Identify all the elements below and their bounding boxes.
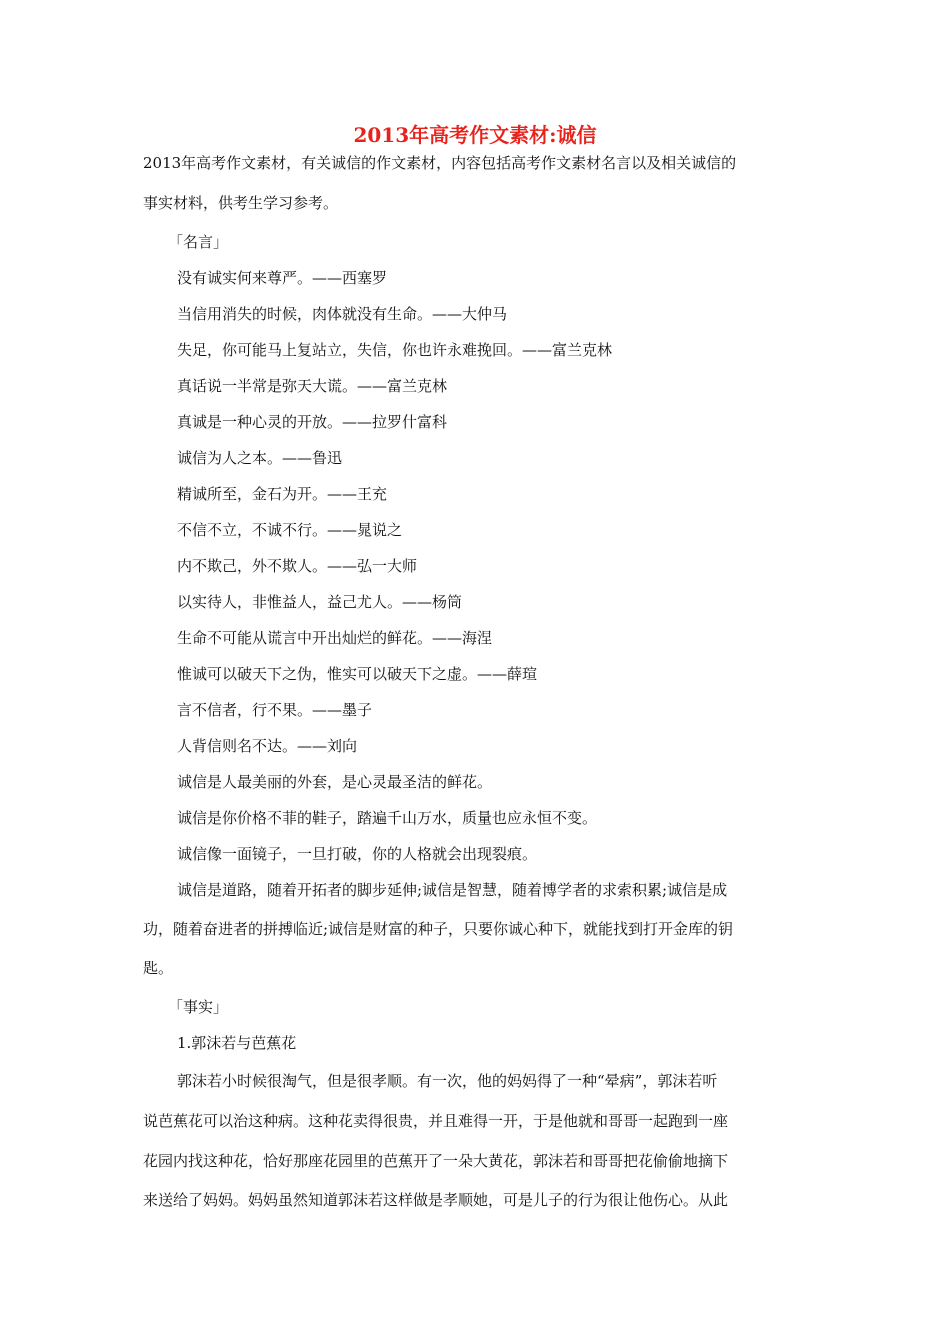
quote-item: 诚信是你价格不菲的鞋子，踏遍千山万水，质量也应永恒不变。 — [177, 809, 598, 827]
quote-item: 诚信是人最美丽的外套，是心灵最圣洁的鲜花。 — [177, 773, 493, 791]
facts-heading: 「事实」 — [168, 998, 229, 1016]
quote-item: 诚信像一面镜子，一旦打破，你的人格就会出现裂痕。 — [177, 845, 538, 863]
quote-item: 生命不可能从谎言中开出灿烂的鲜花。——海涅 — [177, 629, 493, 647]
quote-item: 当信用消失的时候，肉体就没有生命。——大仲马 — [177, 305, 508, 323]
quote-item: 精诚所至，金石为开。——王充 — [177, 485, 388, 503]
fact-1-title: 1.郭沫若与芭蕉花 — [177, 1034, 297, 1052]
quote-item: 内不欺己，外不欺人。——弘一大师 — [177, 557, 418, 575]
quote-item: 真诚是一种心灵的开放。——拉罗什富科 — [177, 413, 448, 431]
quote-item: 人背信则名不达。——刘向 — [177, 737, 358, 755]
quotes-heading: 「名言」 — [168, 233, 229, 251]
paragraph-line-2: 功，随着奋进者的拼搏临近;诚信是财富的种子，只要你诚心种下，就能找到打开金库的钥 — [143, 920, 734, 938]
paragraph-line-1: 诚信是道路，随着开拓者的脚步延伸;诚信是智慧，随着博学者的求索积累;诚信是成 — [177, 881, 728, 899]
quote-item: 没有诚实何来尊严。——西塞罗 — [177, 269, 388, 287]
intro-line-2: 事实材料，供考生学习参考。 — [143, 194, 339, 212]
fact-1-line-4: 来送给了妈妈。妈妈虽然知道郭沫若这样做是孝顺她，可是儿子的行为很让他伤心。从此 — [143, 1191, 729, 1209]
quote-item: 言不信者，行不果。——墨子 — [177, 701, 373, 719]
quote-item: 不信不立，不诚不行。——晁说之 — [177, 521, 403, 539]
fact-1-line-2: 说芭蕉花可以治这种病。这种花卖得很贵，并且难得一开，于是他就和哥哥一起跑到一座 — [143, 1112, 729, 1130]
fact-1-line-1: 郭沫若小时候很淘气，但是很孝顺。有一次，他的妈妈得了一种“晕病”，郭沫若听 — [177, 1072, 718, 1090]
quote-item: 失足，你可能马上复站立，失信，你也许永难挽回。——富兰克林 — [177, 341, 613, 359]
quote-item: 诚信为人之本。——鲁迅 — [177, 449, 343, 467]
fact-1-line-3: 花园内找这种花，恰好那座花园里的芭蕉开了一朵大黄花，郭沫若和哥哥把花偷偷地摘下 — [143, 1152, 729, 1170]
intro-line-1: 2013年高考作文素材，有关诚信的作文素材，内容包括高考作文素材名言以及相关诚信的 — [143, 154, 737, 172]
document-title: 2013年高考作文素材:诚信 — [353, 123, 597, 147]
quote-item: 惟诚可以破天下之伪，惟实可以破天下之虚。——薛瑄 — [177, 665, 538, 683]
paragraph-line-3: 匙。 — [143, 959, 174, 977]
quote-item: 以实待人，非惟益人，益己尤人。——杨筒 — [177, 593, 463, 611]
quote-item: 真话说一半常是弥天大谎。——富兰克林 — [177, 377, 448, 395]
